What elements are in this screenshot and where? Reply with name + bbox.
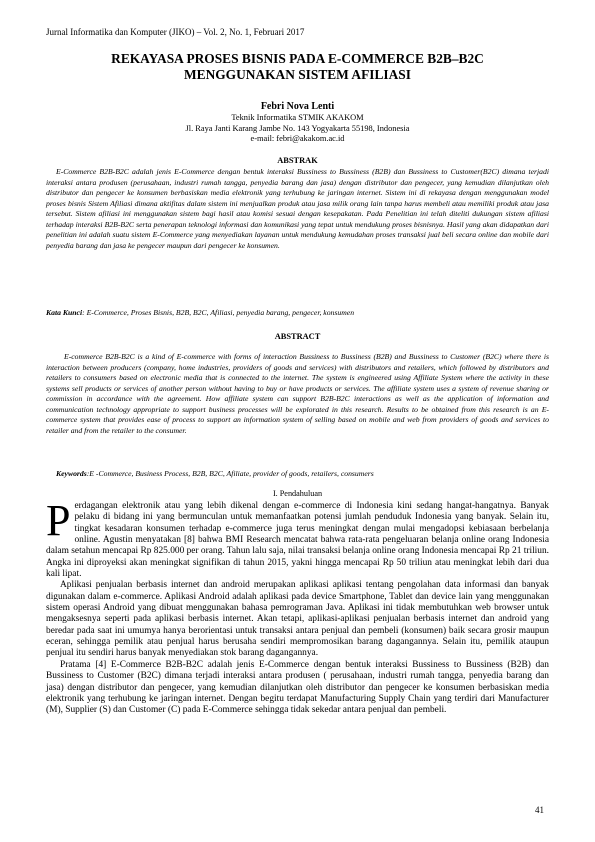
section-1-title: I. Pendahuluan	[272, 489, 323, 498]
kata-kunci-label: Kata Kunci	[46, 308, 83, 317]
kata-kunci	[46, 308, 549, 319]
keywords	[56, 469, 549, 480]
keywords-text: :E -Commerce, Business Process, B2B, B2C, Afiliate, provider of goods, retailers, consumers	[86, 469, 374, 478]
paragraph-2: Aplikasi penjualan berbasis internet dan android merupakan aplikasi aplikasi tentang pengolahan data informasi dan banyak digunakan dalam e-commerce. Aplikasi Android adalah aplikasi pada device Smartphone, Tablet dan device lain yang menggunakan sistem operasi Android yang dibuat menggunakan bahasa pemrograman Java. Aplikasi ini tidak membutuhkan web browser untuk mengaksesnya seperti pada aplikasi berbasis internet. Akan tetapi, aplikasi-aplikasi penjualan berbasis internet dan android yang beredar pada saat ini umumya hanya berorientasi untuk transaksi antara penjual dan pembeli (konsumen) baik secara grosir maupun eceran, sehingga pemilik atau penjual harus berusaha sendiri mempromosikan barang dagangannya. Selain itu, pemilik ataupun penjual itu sendiri harus banyak menyediakan stok barang dagangannya.	[46, 580, 549, 659]
journal-header: Jurnal Informatika dan Komputer (JIKO) – Vol. 2, No. 1, Februari 2017	[46, 27, 305, 37]
author-name: Febri Nova Lenti	[260, 101, 335, 112]
page-number: 41	[535, 805, 544, 815]
drop-cap: P	[46, 496, 71, 545]
section-1-body	[46, 496, 549, 717]
abstract-heading: ABSTRACT	[274, 332, 321, 341]
abstrak-text: E-Commerce B2B-B2C adalah jenis E-Commerce dengan bentuk interaksi Bussiness to Bussiness (B2B) dan Bussiness to Customer(B2C) dimana terjadi interaksi antara produsen (perusahaan, industri rumah tangga, penyedia barang dan jasa) dengan distributor dan pengecer, yang kemudian dilanjutkan oleh distributor dan pengecer ke konsumen berbasiskan media elektronik yang terhubung ke jaringan internet. Sistem ini di rekayasa dengan menggunakan model proses bisnis Sistem Afiliasi dimana aktifitas dalam sistem ini menjualkan produk atau jasa milik orang lain tanpa harus membeli atau memiliki produk atau jasa tersebut. Sistem afiliasi ini menggunakan sistem bagi hasil atau komisi sesuai dengan kesepakatan. Pada Penelitian ini telah diteliti dukungan sistem afiliasi terhadap interaksi B2B-B2C serta penerapan teknologi informasi dan komunikasi yang tepat untuk mendukung proses bisnisnya. Hasil yang akan didapatkan dari penelitian ini adalah suatu sistem E-Commerce yang menyediakan layanan untuk mendukung kemudahan proses transaksi jual beli secara online dan mobile dari penyedia barang dan jasa ke pengecer maupun dari pengecer ke konsumen.	[46, 167, 549, 250]
paragraph-1	[46, 496, 549, 580]
paragraph-1-text: erdagangan elektronik atau yang lebih dikenal dengan e-commerce di Indonesia kini sedang hangat-hangatnya. Banyak pelaku di bidang ini yang bermunculan untuk memanfaatkan potensi jumlah penduduk Indonesia yang banyak. Selain itu, tingkat kesadaran konsumen terhadap e-commerce juga terus meningkat dengan mulai mengadopsi kebiasaan berbelanja online. Agustin menyatakan [8] bahwa BMI Research mencatat bahwa rata-rata pengeluaran belanja online orang Indonesia dalam setahun mencapai Rp 825.000 per orang. Tahun lalu saja, nilai transaksi belanja online orang Indonesia mencapai Rp 21 triliun. Angka ini diproyeksi akan meningkat signifikan di tahun 2015, yakni hingga mencapai Rp 50 triliun atau meningkat lebih dari dua kali lipat.	[46, 501, 549, 580]
kata-kunci-text: : E-Commerce, Proses Bisnis, B2B, B2C, Afiliasi, penyedia barang, pengecer, konsumen	[82, 308, 355, 317]
author-email: e-mail: febri@akakom.ac.id	[250, 134, 345, 144]
title-line-1: REKAYASA PROSES BISNIS PADA E-COMMERCE B2B–B2C	[111, 51, 484, 66]
title-line-2: MENGGUNAKAN SISTEM AFILIASI	[184, 66, 411, 82]
abstrak-heading: ABSTRAK	[277, 156, 318, 165]
keywords-label: Keywords	[56, 469, 87, 478]
paper-title	[46, 51, 549, 82]
author-affiliation: Teknik Informatika STMIK AKAKOM	[231, 113, 364, 122]
author-address: Jl. Raya Janti Karang Jambe No. 143 Yogyakarta 55198, Indonesia	[185, 123, 410, 133]
paragraph-3: Pratama [4] E-Commerce B2B-B2C adalah jenis E-Commerce dengan bentuk interaksi Bussiness to Bussiness (B2B) dan Bussiness to Customer (B2C) dimana terjadi interaksi antara produsen ( perusahaan, industri rumah tangga, penyedia barang dan jasa) dengan distributor dan pengecer, yang kemudian dilanjutkan oleh distributor dan pengecer ke konsumen berbasiskan media elektronik yang terhubung ke jaringan internet. Dengan begitu terdapat Manufacturing Supply Chain yang terdiri dari Manufacturer (M), Supplier (S) dan Customer (C) pada E-Commerce sehingga tidak sekedar antara penjual dan pembeli.	[46, 659, 549, 716]
author-block	[46, 100, 549, 145]
abstract-text: E-commerce B2B-B2C is a kind of E-commerce with forms of interaction Bussiness to Bussiness (B2B) and Bussiness to Customer (B2C) where there is interaction between producers (company, home industries, providers of goods and services) with distributors and retailers, which followed by distributors and retailers to consumers based on electronic media that is connected to the internet. The system is engineered using Affiliate System where the activity in these systems sell products or services of another person without having to buy or have products or services. The affiliate system uses a system of revenue sharing or commission in accordance with the agreement. How affiliate system can support B2B-B2C interactions as well as the application of information and communication technology appropriate to support business processes will be explorated in this research. Results to be obtained from this research is an E-commerce system that provides ease of process to support an information system of selling based on mobile and web from providers of goods and services to retailer and from the retailer to the consumer.	[46, 352, 549, 435]
